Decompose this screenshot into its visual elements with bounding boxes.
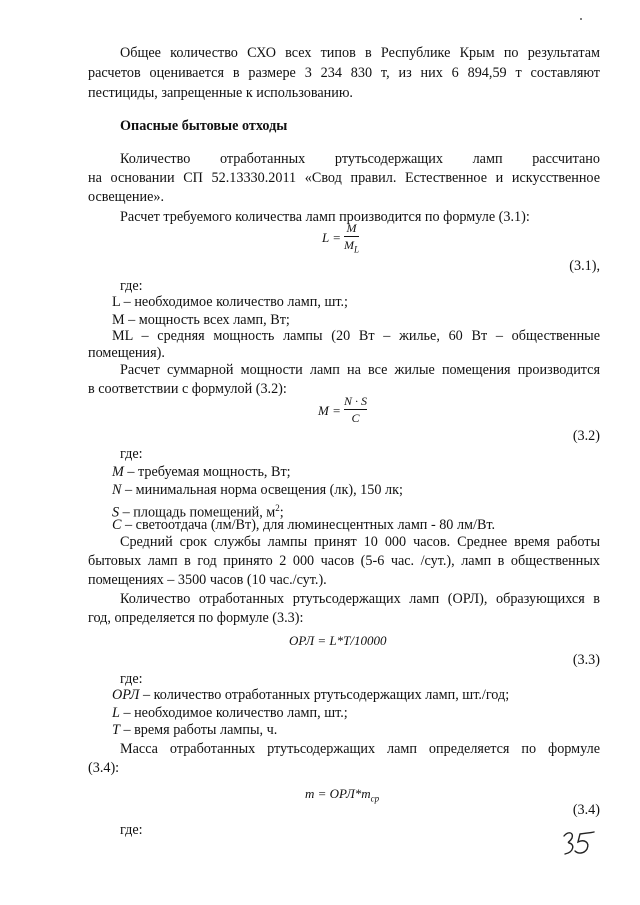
equation-number-3-1: (3.1), bbox=[569, 258, 600, 274]
scan-speck bbox=[580, 18, 582, 20]
handwritten-page-number bbox=[560, 828, 600, 858]
formula-3-2-numerator: N · S bbox=[344, 394, 368, 408]
paragraph-4-line-2: в соответствии с формулой (3.2): bbox=[88, 381, 287, 397]
fraction-bar bbox=[344, 236, 359, 237]
paragraph-6-line-2: год, определяется по формуле (3.3): bbox=[88, 610, 304, 626]
where-1-item-4: помещения). bbox=[88, 345, 165, 361]
paragraph-1-line-1: Общее количество СХО всех типов в Республике Крым по результатам bbox=[120, 45, 600, 61]
where-2-item-4: C – светоотдача (лм/Вт), для люминесцентных ламп - 80 лм/Вт. bbox=[112, 517, 496, 533]
where-3-item-3: T – время работы лампы, ч. bbox=[112, 722, 278, 738]
equation-number-3-4: (3.4) bbox=[572, 802, 600, 818]
where-3-item-2: L – необходимое количество ламп, шт.; bbox=[112, 705, 348, 721]
paragraph-5-line-3: помещениях – 3500 часов (10 час./сут.). bbox=[88, 572, 327, 588]
formula-3-2-lhs: M = bbox=[318, 403, 341, 418]
fraction-bar bbox=[344, 409, 367, 410]
paragraph-1-line-3: пестициды, запрещенные к использованию. bbox=[88, 85, 353, 101]
where-3-item-1: ОРЛ – количество отработанных ртутьсодержащих ламп, шт./год; bbox=[112, 687, 510, 703]
where-2-item-3: S – площадь помещений, $м^2$; bbox=[112, 503, 284, 521]
formula-3-3: ОРЛ = L*T/10000 bbox=[289, 633, 387, 648]
where-2-item-1: M – требуемая мощность, Вт; bbox=[112, 464, 291, 480]
where-1-item-1: L – необходимое количество ламп, шт.; bbox=[112, 294, 348, 310]
paragraph-2-line-3: освещение». bbox=[88, 189, 165, 205]
where-1-item-2: M – мощность всех ламп, Вт; bbox=[112, 312, 290, 328]
paragraph-2-line-2: на основании СП 52.13330.2011 «Свод правил. Естественное и искусственное bbox=[88, 170, 600, 186]
where-label-2: где: bbox=[120, 446, 143, 462]
where-label-3: где: bbox=[120, 671, 143, 687]
formula-3-4: $m = ОРЛ*m_{ср}$ bbox=[305, 786, 380, 804]
paragraph-7-line-2: (3.4): bbox=[88, 760, 120, 776]
where-label-4: где: bbox=[120, 822, 143, 838]
formula-3-1-lhs: L = bbox=[322, 230, 342, 245]
section-heading: Опасные бытовые отходы bbox=[120, 118, 288, 134]
paragraph-5-line-1: Средний срок службы лампы принят 10 000 часов. Среднее время работы bbox=[120, 534, 600, 550]
formula-3-1-fraction bbox=[344, 221, 359, 256]
paragraph-3: Расчет требуемого количества ламп производится по формуле (3.1): bbox=[120, 209, 530, 225]
where-2-item-2: N – минимальная норма освещения (лк), 150 лк; bbox=[112, 482, 403, 498]
formula-3-1-denominator: $M_L$ bbox=[344, 238, 360, 255]
where-1-item-3: ML – средняя мощность лампы (20 Вт – жилье, 60 Вт – общественные bbox=[112, 328, 600, 344]
paragraph-6-line-1: Количество отработанных ртутьсодержащих ламп (ОРЛ), образующихся в bbox=[120, 591, 600, 607]
formula-3-2-denominator: C bbox=[351, 411, 360, 425]
paragraph-4-line-1: Расчет суммарной мощности ламп на все жилые помещения производится bbox=[120, 362, 600, 378]
formula-3-1-numerator: M bbox=[346, 221, 357, 235]
formula-3-2-fraction bbox=[344, 394, 367, 425]
paragraph-7-line-1: Масса отработанных ртутьсодержащих ламп определяется по формуле bbox=[120, 741, 600, 757]
paragraph-2-line-1: Количество отработанных ртутьсодержащих ламп рассчитано bbox=[120, 151, 600, 167]
paragraph-1-line-2: расчетов оценивается в размере 3 234 830 т, из них 6 894,59 т составляют bbox=[88, 65, 600, 81]
equation-number-3-3: (3.3) bbox=[572, 652, 600, 668]
paragraph-5-line-2: бытовых ламп в год принято 2 000 часов (5-6 час. /сут.), ламп в общественных bbox=[88, 553, 600, 569]
where-label-1: где: bbox=[120, 278, 143, 294]
equation-number-3-2: (3.2) bbox=[572, 428, 600, 444]
